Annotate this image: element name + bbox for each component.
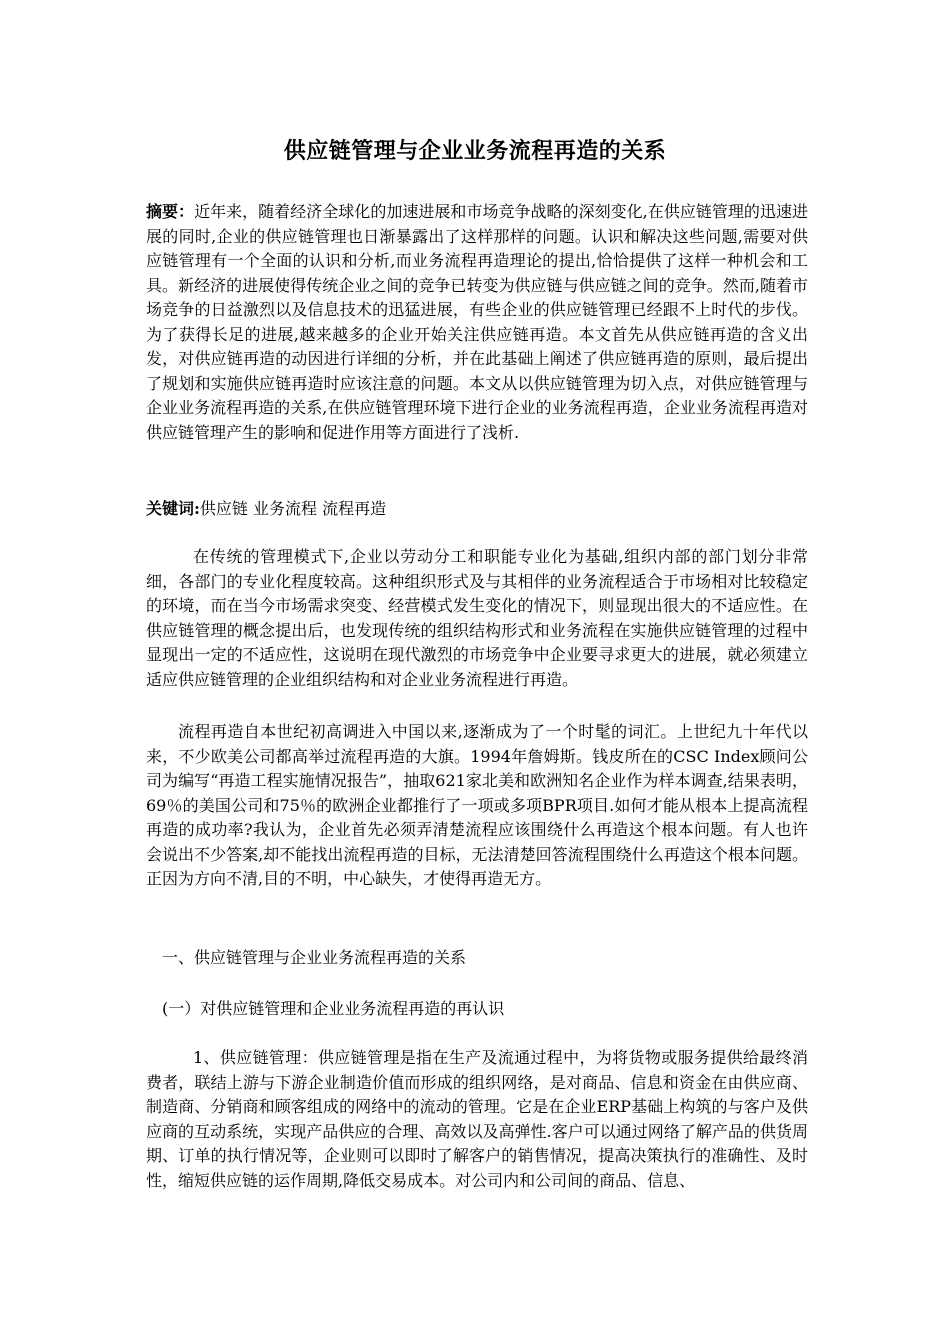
abstract-paragraph (146, 200, 808, 445)
body-paragraph-2: 流程再造自本世纪初高调进入中国以来,逐渐成为了一个时髦的词汇。上世纪九十年代以来，不少欧美公司都高举过流程再造的大旗。1994年詹姆斯。钱皮所在的CSC Index顾问公司为编写“再造工程实施情况报告”，抽取621家北美和欧洲知名企业作为样本调查,结果表明，69％的美国公司和75％的欧洲企业都推行了一项或多项BPR项目.如何才能从根本上提高流程再造的成功率?我认为，企业首先必须弄清楚流程应该围绕什么再造这个根本问题。有人也许会说出不少答案,却不能找出流程再造的目标，无法清楚回答流程围绕什么再造这个根本问题。正因为方向不清,目的不明，中心缺失，才使得再造无方。 (146, 722, 808, 888)
document-title: 供应链管理与企业业务流程再造的关系 (283, 138, 667, 164)
abstract-text: 近年来，随着经济全球化的加速进展和市场竞争战略的深刻变化,在供应链管理的迅速进展的同时,企业的供应链管理也日渐暴露出了这样那样的问题。认识和解决这些问题,需要对供应链管理有一个全面的认识和分析,而业务流程再造理论的提出,恰恰提供了这样一种机会和工具。新经济的进展使得传统企业之间的竞争已转变为供应链与供应链之间的竞争。然而,随着市场竞争的日益激烈以及信息技术的迅猛进展，有些企业的供应链管理已经跟不上时代的步伐。为了获得长足的进展,越来越多的企业开始关注供应链再造。本文首先从供应链再造的含义出发，对供应链再造的动因进行详细的分析，并在此基础上阐述了供应链再造的原则，最后提出了规划和实施供应链再造时应该注意的问题。本文从以供应链管理为切入点，对供应链管理与企业业务流程再造的关系,在供应链管理环境下进行企业的业务流程再造，企业业务流程再造对供应链管理产生的影响和促进作用等方面进行了浅析. (146, 202, 808, 442)
body-paragraph-3: 1、供应链管理：供应链管理是指在生产及流通过程中，为将货物或服务提供给最终消费者，联结上游与下游企业制造价值而形成的组织网络，是对商品、信息和资金在由供应商、制造商、分销商和顾客组成的网络中的流动的管理。它是在企业ERP基础上构筑的与客户及供应商的互动系统，实现产品供应的合理、高效以及高弹性.客户可以通过网络了解产品的供货周期、订单的执行情况等，企业则可以即时了解客户的销售情况，提高决策执行的准确性、及时性，缩短供应链的运作周期,降低交易成本。对公司内和公司间的商品、信息、 (146, 1048, 808, 1190)
keywords-text: 供应链 业务流程 流程再造 (199, 499, 387, 518)
keywords-label: 关键词: (146, 499, 200, 518)
abstract-label: 摘要： (146, 202, 195, 221)
body-paragraph-1: 在传统的管理模式下,企业以劳动分工和职能专业化为基础,组织内部的部门划分非常细，各部门的专业化程度较高。这种组织形式及与其相伴的业务流程适合于市场相对比较稳定的环境，而在当今市场需求突变、经营模式发生变化的情况下，则显现出很大的不适应性。在供应链管理的概念提出后，也发现传统的组织结构形式和业务流程在实施供应链管理的过程中显现出一定的不适应性，这说明在现代激烈的市场竞争中企业要寻求更大的进展，就必须建立适应供应链管理的企业组织结构和对企业业务流程进行再造。 (146, 547, 808, 689)
keywords-line (146, 497, 808, 522)
section-heading-1: 一、供应链管理与企业业务流程再造的关系 (162, 948, 467, 967)
subsection-heading-1: (一）对供应链管理和企业业务流程再造的再认识 (162, 999, 505, 1018)
